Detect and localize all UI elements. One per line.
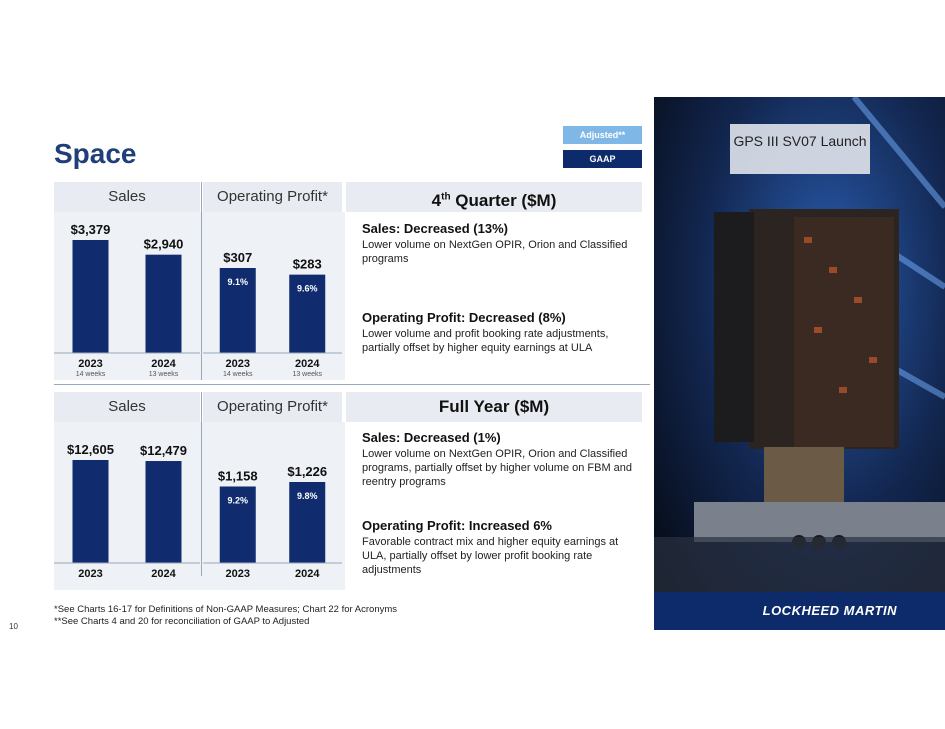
bar-value-label: $283 [292,256,322,272]
page-title: Space [54,138,137,169]
q4-sales-header: Sales [54,182,200,212]
fy-sales-heading: Sales: Decreased (1%) [362,430,501,445]
satellite-illustration [654,97,945,630]
fy-op-body: Favorable contract mix and higher equity earnings at ULA, partially offset by lower profit booking rate adjustments [362,536,619,576]
adjusted-badge: Adjusted** [563,126,642,144]
fy-right-header [346,392,642,422]
bar [146,461,182,563]
q4-sales-heading: Sales: Decreased (13%) [362,221,508,236]
q4-right-header [346,182,642,212]
category-label: 2024 [151,568,176,580]
bar [73,240,109,353]
bar-value-label: $1,158 [217,468,258,484]
bar-value-label: $307 [223,250,253,265]
bar [73,460,109,563]
fy-sales-body: Lower volume on NextGen OPIR, Orion and Classified programs, partially offset by higher volume on FBM and reentry programs [362,448,633,488]
category-label: 2024 [295,358,320,370]
q4-op-profit-chart [203,212,342,380]
category-label: 2024 [295,568,320,580]
lockheed-martin-logo [654,592,945,630]
fy-divider [201,392,202,576]
footnote-1: *See Charts 16-17 for Definitions of Non-GAAP Measures; Chart 22 for Acronyms [54,604,398,615]
q4-divider [201,182,202,380]
weeks-label: 13 weeks [148,371,179,378]
bar [146,255,182,353]
category-label: 2023 [78,358,103,370]
category-label: 2024 [151,358,176,370]
page-number: 10 [9,622,18,631]
fy-right-header-text: Full Year ($M) [438,397,550,416]
fy-sales-header: Sales [54,392,200,422]
q4-op-body: Lower volume and profit booking rate adjustments, partially offset by higher equity earnings at ULA [362,328,609,354]
row-separator [54,384,650,385]
logo-text: LOCKHEED MARTIN [762,603,897,618]
margin-label: 9.6% [296,283,318,294]
bar-value-label: $2,940 [143,236,184,252]
bar-value-label: $3,379 [70,222,111,237]
margin-label: 9.1% [227,277,249,287]
weeks-label: 14 weeks [75,371,106,378]
q4-op-heading: Operating Profit: Decreased (8%) [362,310,566,325]
fy-op-heading: Operating Profit: Increased 6% [362,518,552,533]
fy-op-header: Operating Profit* [203,392,342,422]
category-label: 2023 [78,568,103,580]
category-label: 2023 [225,568,250,580]
category-label: 2023 [225,358,250,370]
ordinal-suffix: th [441,191,451,202]
margin-label: 9.8% [296,491,318,501]
gaap-badge: GAAP [563,150,642,168]
footnote-2: **See Charts 4 and 20 for reconciliation of GAAP to Adjusted [54,616,310,627]
fy-sales-chart [54,422,200,590]
q4-sales-chart [54,212,200,380]
photo-caption: GPS III SV07 Launch [730,124,870,174]
bar-value-label: $12,605 [67,442,114,457]
weeks-label: 13 weeks [292,371,323,378]
weeks-label: 14 weeks [222,371,253,378]
margin-label: 9.2% [227,495,249,506]
q4-sales-body: Lower volume on NextGen OPIR, Orion and Classified programs [362,239,628,265]
q4-right-header-text: 4th Quarter ($M) [431,190,557,210]
q4-op-header: Operating Profit* [203,182,342,212]
satellite-photo [654,97,945,630]
bar-value-label: $12,479 [140,443,187,459]
bar-value-label: $1,226 [287,464,328,479]
fy-op-profit-chart [203,422,342,590]
